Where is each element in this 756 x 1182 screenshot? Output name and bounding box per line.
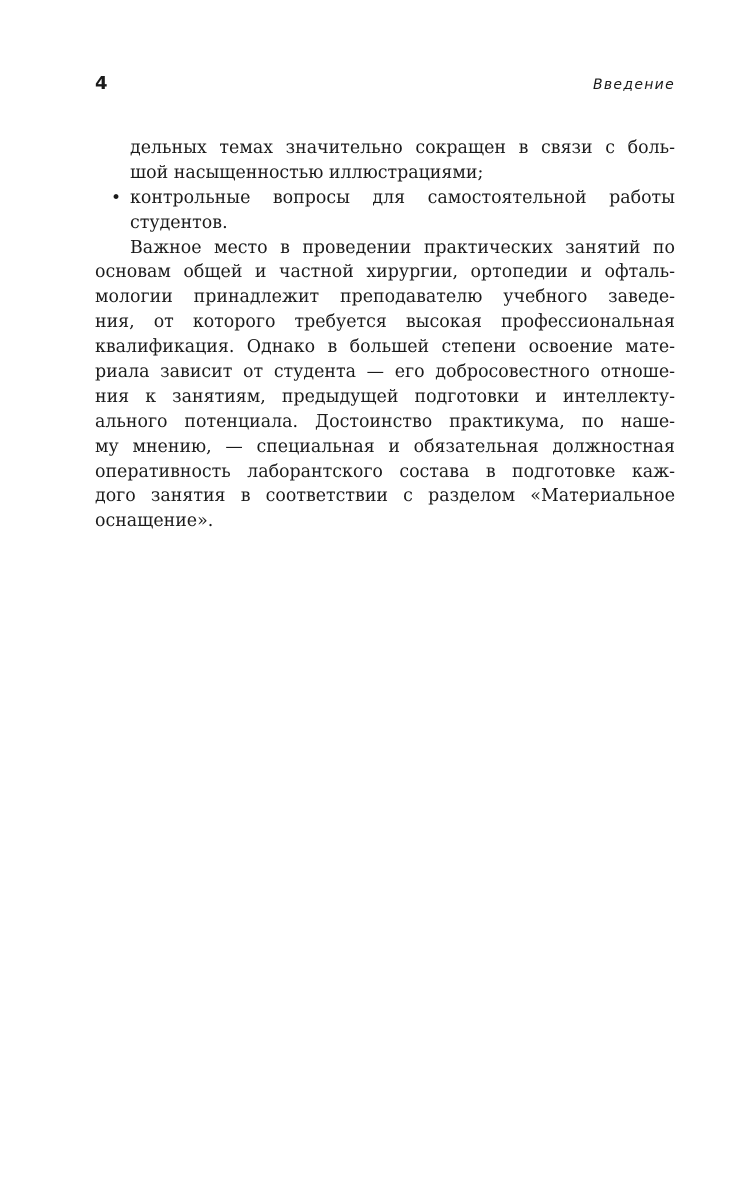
text-line: оснащение». — [95, 511, 214, 532]
paragraph — [95, 236, 675, 535]
text-line: основам общей и частной хирургии, ортопедии и офталь- — [95, 262, 675, 283]
text-line: Важное место в проведении практических занятий по — [130, 237, 675, 258]
text-line: риала зависит от студента — его добросовестного отноше- — [95, 362, 675, 383]
bullet-icon: • — [111, 187, 122, 208]
text-line: ния, от которого требуется высокая профессиональная — [95, 312, 675, 333]
running-header — [95, 72, 675, 98]
body-text — [95, 136, 675, 534]
text-line: оперативность лаборантского состава в подготовке каж- — [95, 461, 675, 482]
text-line: мологии принадлежит преподавателю учебного заведе- — [95, 287, 675, 308]
continued-list-item — [95, 136, 675, 186]
text-line: квалификация. Однако в большей степени освоение мате- — [95, 337, 675, 358]
text-line: шой насыщенностью иллюстрациями; — [130, 162, 484, 183]
text-line: ального потенциала. Достоинство практикума, по нашe- — [95, 411, 675, 432]
text-line: ния к занятиям, предыдущей подготовки и интеллекту- — [95, 386, 675, 407]
section-title: Введение — [592, 77, 675, 93]
page-number: 4 — [95, 73, 108, 94]
bullet-list-item — [95, 186, 675, 236]
text-line: дельных темах значительно сокращен в связи с боль- — [130, 138, 675, 158]
text-line: контрольные вопросы для самостоятельной работы — [130, 187, 675, 208]
text-line: дого занятия в соответствии с разделом «Материальное — [95, 486, 675, 507]
text-line: студентов. — [130, 212, 228, 233]
text-line: му мнению, — специальная и обязательная должностная — [95, 436, 675, 457]
